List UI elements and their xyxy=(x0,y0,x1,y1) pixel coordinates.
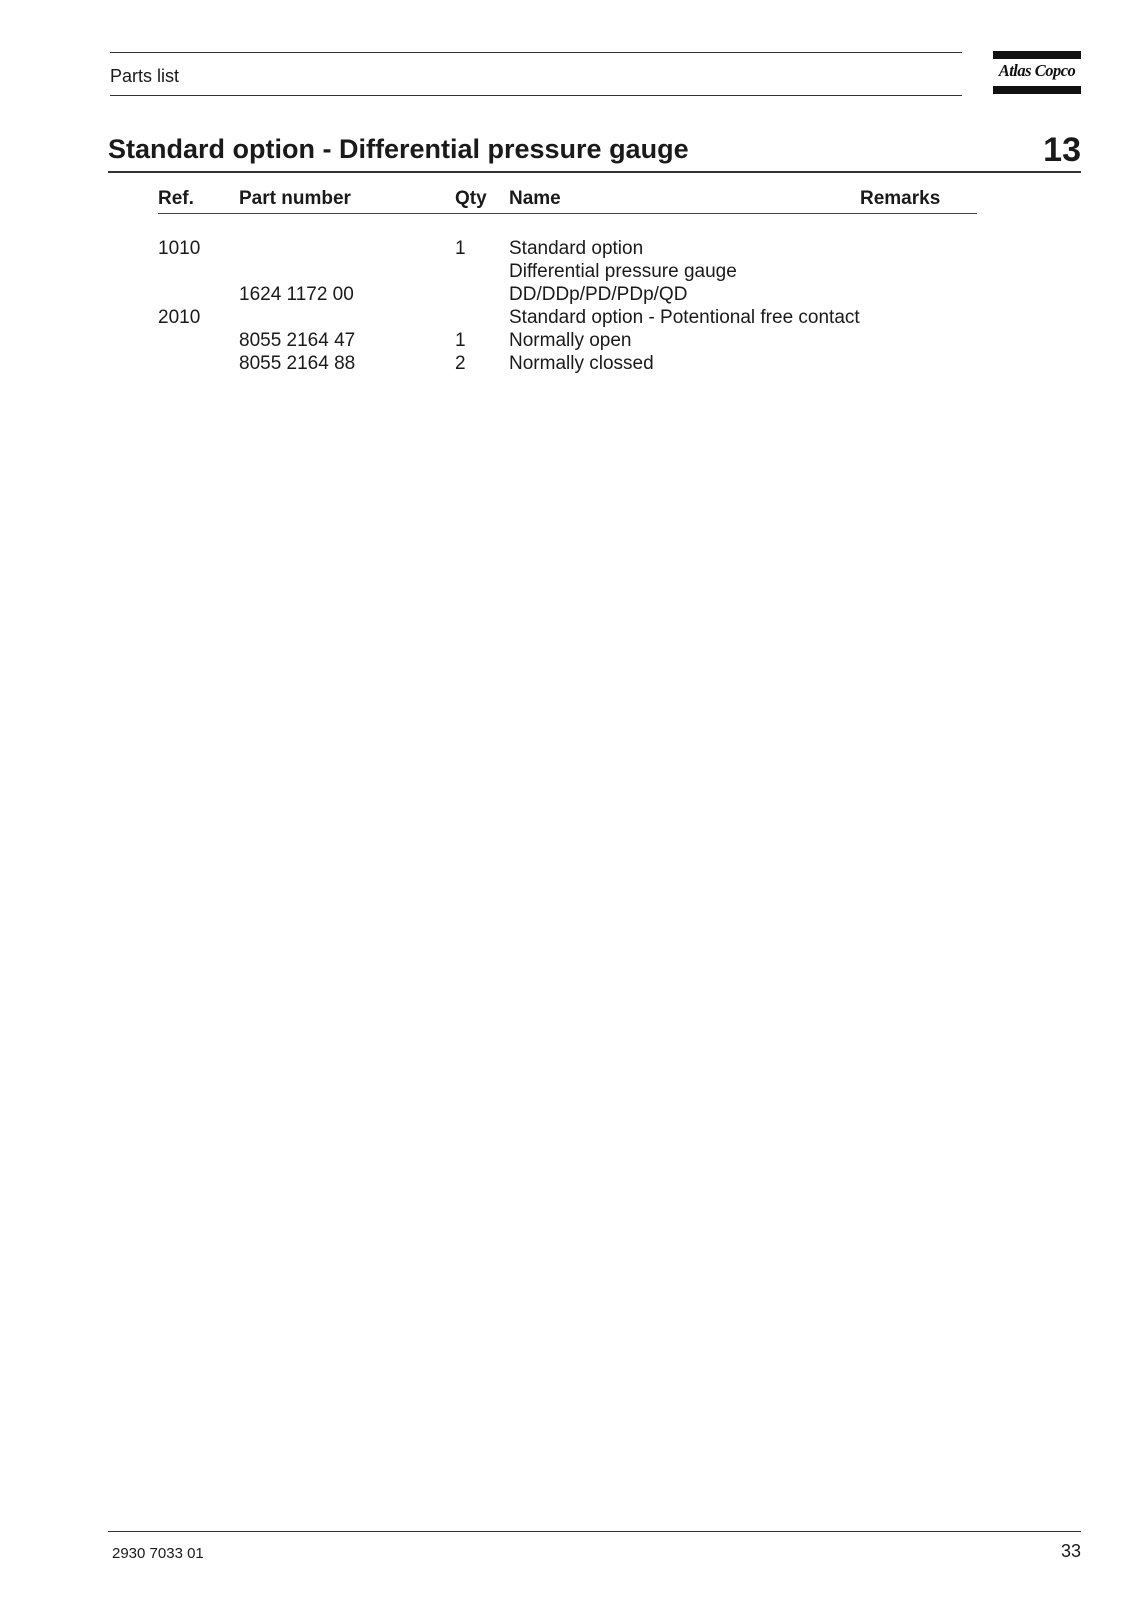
logo-wordmark: Atlas Copco xyxy=(998,61,1076,80)
header-part-number: Part number xyxy=(239,188,351,209)
table-row xyxy=(158,306,977,329)
header-label: Parts list xyxy=(110,66,180,86)
document-number: 2930 7033 01 xyxy=(112,1545,204,1562)
cell-qty: 2 xyxy=(455,353,466,374)
footer-rule xyxy=(108,1531,1081,1532)
table-row xyxy=(158,237,977,260)
table-body xyxy=(158,237,977,375)
header-name: Name xyxy=(509,188,561,209)
cell-part-number: 1624 1172 00 xyxy=(239,284,354,305)
header-top-rule xyxy=(110,52,962,53)
header-remarks: Remarks xyxy=(860,188,941,209)
cell-name: Differential pressure gauge xyxy=(509,261,737,282)
header-bottom-rule xyxy=(110,95,962,96)
atlas-copco-logo xyxy=(993,51,1081,94)
section-number: 13 xyxy=(1043,131,1081,169)
page-number: 33 xyxy=(1060,1541,1081,1561)
logo-bottom-bar xyxy=(993,86,1081,94)
cell-ref: 2010 xyxy=(158,307,201,328)
table-row xyxy=(158,260,977,283)
logo-top-bar xyxy=(993,51,1081,59)
header-ref: Ref. xyxy=(158,188,194,209)
cell-name: Normally open xyxy=(509,330,632,351)
header-qty: Qty xyxy=(455,188,487,209)
cell-ref: 1010 xyxy=(158,238,201,259)
section-title: Standard option - Differential pressure gauge xyxy=(108,134,689,164)
table-row xyxy=(158,329,977,352)
table-row xyxy=(158,352,977,375)
cell-qty: 1 xyxy=(455,330,466,351)
cell-name: Normally clossed xyxy=(509,353,654,374)
cell-name: DD/DDp/PD/PDp/QD xyxy=(509,284,688,305)
title-rule xyxy=(108,171,1081,173)
parts-table xyxy=(158,184,977,375)
cell-part-number: 8055 2164 88 xyxy=(239,353,356,374)
cell-part-number: 8055 2164 47 xyxy=(239,330,356,351)
cell-name: Standard option - Potentional free contact xyxy=(509,307,860,328)
table-header-row xyxy=(158,184,977,214)
cell-name: Standard option xyxy=(509,238,644,259)
cell-qty: 1 xyxy=(455,238,466,259)
table-row xyxy=(158,283,977,306)
